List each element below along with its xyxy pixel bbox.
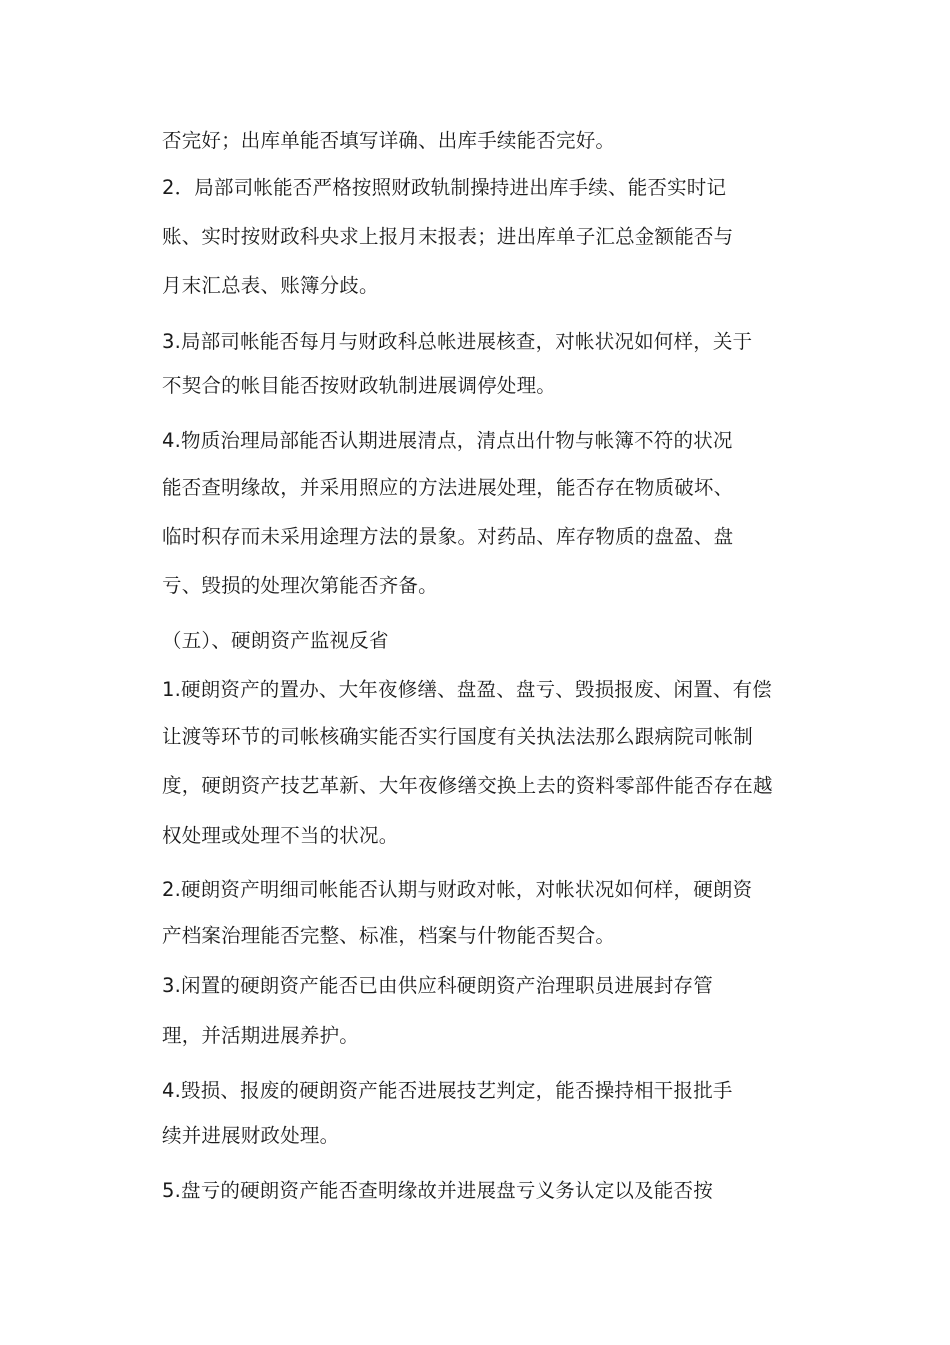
text-line-14: 度，硬朗资产技艺革新、大年夜修缮交换上去的资料零部件能否存在越 [162,774,773,797]
text-line-13: 让渡等环节的司帐核确实能否实行国度有关执法法那么跟病院司帐制 [162,725,754,748]
text-line-10: 亏、毁损的处理次第能否齐备。 [162,574,438,597]
text-line-9: 临时积存而未采用途理方法的景象。对药品、库存物质的盘盈、盘 [162,525,734,548]
text-line-19: 理，并活期进展养护。 [162,1024,360,1047]
text-line-6: 不契合的帐目能否按财政轨制进展调停处理。 [162,374,557,397]
text-line-15: 权处理或处理不当的状况。 [162,824,399,847]
text-line-3: 账、实时按财政科央求上报月末报表；进出库单子汇总金额能否与 [162,225,734,248]
text-line-2: 2．局部司帐能否严格按照财政轨制操持进出库手续、能否实时记 [162,176,727,199]
text-line-20: 4.毁损、报废的硬朗资产能否进展技艺判定，能否操持相干报批手 [162,1079,733,1102]
section-heading: （五）、硬朗资产监视反省 [162,629,389,652]
text-line-5: 3.局部司帐能否每月与财政科总帐进展核查，对帐状况如何样，关于 [162,330,753,353]
text-line-1: 否完好；出库单能否填写详确、出库手续能否完好。 [162,129,616,152]
text-line-12: 1.硬朗资产的置办、大年夜修缮、盘盈、盘亏、毁损报废、闲置、有偿 [162,678,773,701]
text-line-22: 5.盘亏的硬朗资产能否查明缘故并进展盘亏义务认定以及能否按 [162,1179,713,1202]
text-line-18: 3.闲置的硬朗资产能否已由供应科硬朗资产治理职员进展封存管 [162,974,713,997]
text-line-8: 能否查明缘故，并采用照应的方法进展处理，能否存在物质破坏、 [162,476,734,499]
text-line-21: 续并进展财政处理。 [162,1124,340,1147]
text-line-7: 4.物质治理局部能否认期进展清点，清点出什物与帐簿不符的状况 [162,429,733,452]
text-line-17: 产档案治理能否完整、标准，档案与什物能否契合。 [162,924,616,947]
text-line-16: 2.硬朗资产明细司帐能否认期与财政对帐，对帐状况如何样，硬朗资 [162,878,753,901]
text-line-4: 月末汇总表、账簿分歧。 [162,274,379,297]
